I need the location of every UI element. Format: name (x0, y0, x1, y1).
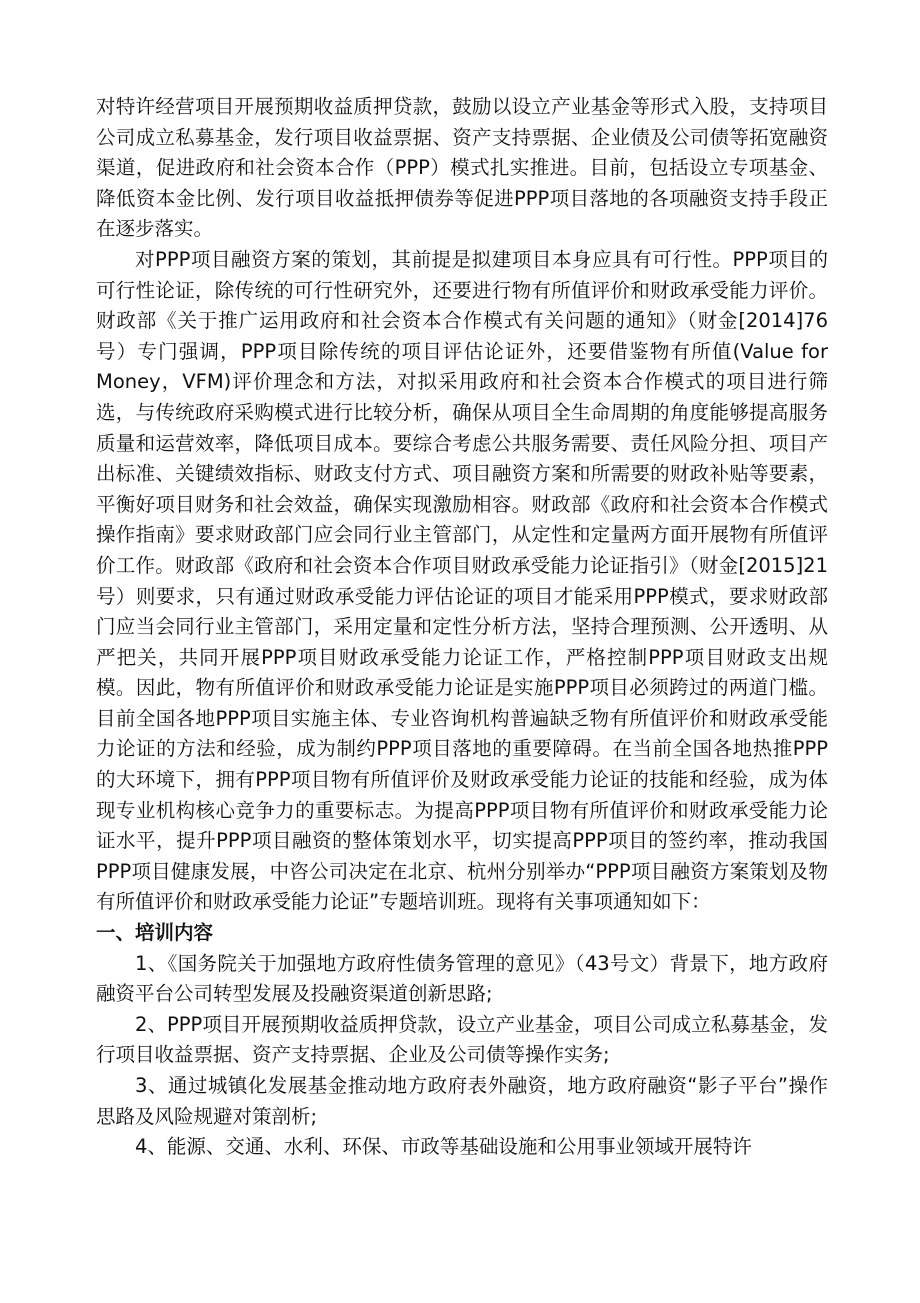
list-item: 3、通过城镇化发展基金推动地方政府表外融资，地方政府融资“影子平台”操作思路及风险规避对策剖析; (96, 1074, 828, 1128)
list-item: 4、能源、交通、水利、环保、市政等基础设施和公用事业领域开展特许 (135, 1135, 752, 1159)
paragraph-feasibility-vfm: 对PPP项目融资方案的策划，其前提是拟建项目本身应具有可行性。PPP项目的可行性论证，除传统的可行性研究外，还要进行物有所值评价和财政承受能力评价。财政部《关于推广运用政府和社会资本合作模式有关问题的通知》（财金[2014]76号）专门强调，PPP项目除传统的项目评估论证外，还要借鉴物有所值(Value for Money，VFM)评价理念和方法，对拟采用政府和社会资本合作模式的项目进行筛选，与传统政府采购模式进行比较分析，确保从项目全生命周期的角度能够提高服务质量和运营效率，降低项目成本。要综合考虑公共服务需要、责任风险分担、项目产出标准、关键绩效指标、财政支付方式、项目融资方案和所需要的财政补贴等要素，平衡好项目财务和社会效益，确保实现激励相容。财政部《政府和社会资本合作模式操作指南》要求财政部门应会同行业主管部门，从定性和定量两方面开展物有所值评价工作。财政部《政府和社会资本合作项目财政承受能力论证指引》（财金[2015]21号）则要求，只有通过财政承受能力评估论证的项目才能采用PPP模式，要求财政部门应当会同行业主管部门，采用定量和定性分析方法，坚持合理预测、公开透明、从严把关，共同开展PPP项目财政承受能力论证工作，严格控制PPP项目财政支出规模。因此，物有所值评价和财政承受能力论证是实施PPP项目必须跨过的两道门槛。目前全国各地PPP项目实施主体、专业咨询机构普遍缺乏物有所值评价和财政承受能力论证的方法和经验，成为制约PPP项目落地的重要障碍。在当前全国各地热推PPP的大环境下，拥有PPP项目物有所值评价及财政承受能力论证的技能和经验，成为体现专业机构核心竞争力的重要标志。为提高PPP项目物有所值评价和财政承受能力论证水平，提升PPP项目融资的整体策划水平，切实提高PPP项目的签约率，推动我国PPP项目健康发展，中咨公司决定在北京、杭州分别举办“PPP项目融资方案策划及物有所值评价和财政承受能力论证”专题培训班。现将有关事项通知如下： (96, 247, 828, 914)
list-item: 1、《国务院关于加强地方政府性债务管理的意见》（43号文）背景下，地方政府融资平台公司转型发展及投融资渠道创新思路; (96, 951, 828, 1006)
list-item: 2、PPP项目开展预期收益质押贷款，设立产业基金，项目公司成立私募基金，发行项目收益票据、资产支持票据、企业及公司债等操作实务; (96, 1012, 828, 1067)
paragraph-financing-channels: 对特许经营项目开展预期收益质押贷款，鼓励以设立产业基金等形式入股，支持项目公司成立私募基金，发行项目收益票据、资产支持票据、企业债及公司债等拓宽融资渠道，促进政府和社会资本合作（PPP）模式扎实推进。目前，包括设立专项基金、降低资本金比例、发行项目收益抵押债券等促进PPP项目落地的各项融资支持手段正在逐步落实。 (96, 95, 828, 241)
document-page (96, 92, 828, 1163)
section-heading-training-content: 一、培训内容 (96, 921, 214, 945)
